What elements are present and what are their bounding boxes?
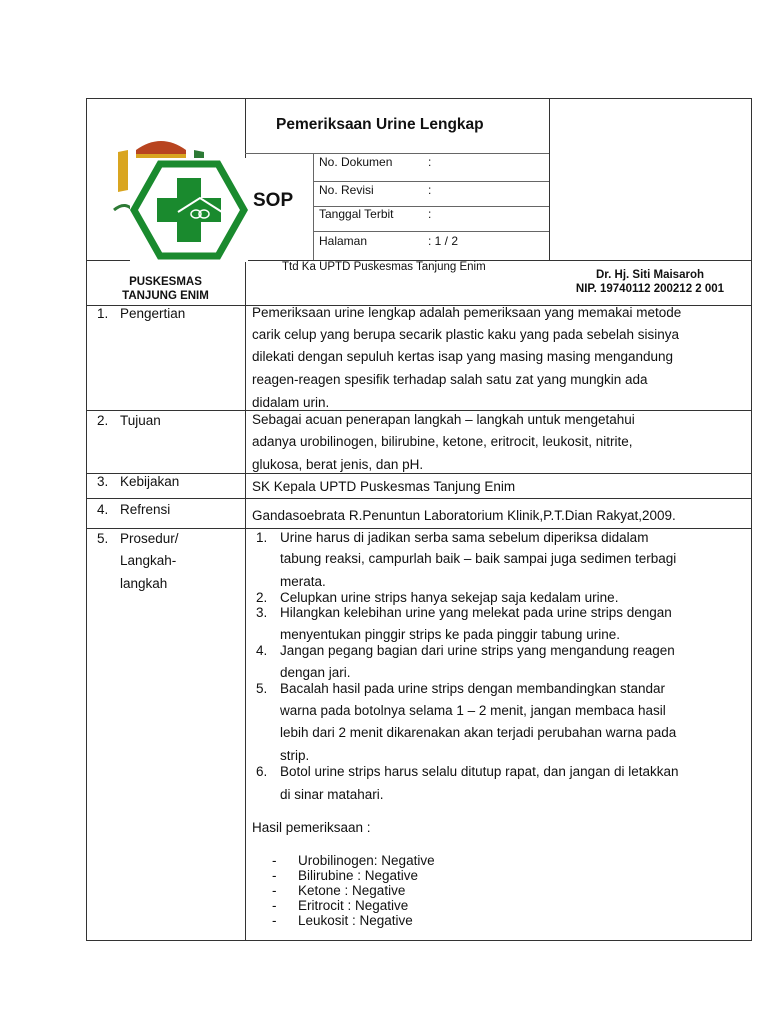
hasil-item-text: Eritrocit : Negative — [298, 898, 409, 913]
section-number-kebijakan: 3. — [97, 474, 109, 489]
sign-caption: Ttd Ka UPTD Puskesmas Tanjung Enim — [282, 261, 486, 273]
pengertian-line-5: didalam urin. — [252, 395, 330, 410]
refrensi-text: Gandasoebrata R.Penuntun Laboratorium Klinik,P.T.Dian Rakyat,2009. — [252, 508, 676, 523]
issue-date-value: : — [428, 207, 432, 221]
header-right-column-divider — [549, 98, 550, 260]
hasil-dash: - — [272, 883, 277, 898]
step-1-line-3: merata. — [280, 574, 326, 589]
section-label-prosedur-1: Prosedur/ — [120, 531, 179, 546]
tujuan-line-3: glukosa, berat jenis, dan pH. — [252, 457, 424, 472]
document-title: Pemeriksaan Urine Lengkap — [276, 116, 484, 133]
step-3-number: 3. — [256, 605, 268, 620]
issue-date-label: Tanggal Terbit — [319, 207, 394, 221]
step-6-number: 6. — [256, 764, 268, 779]
revision-value: : — [428, 183, 432, 197]
title-divider — [245, 153, 549, 154]
pengertian-line-1: Pemeriksaan urine lengkap adalah pemeriksaan yang memakai metode — [252, 305, 682, 320]
page-label: Halaman — [319, 234, 368, 248]
step-5-line-3: lebih dari 2 menit dikarenakan akan terjadi perubahan warna pada — [280, 725, 677, 740]
hasil-title: Hasil pemeriksaan : — [252, 820, 371, 835]
step-3-line-2: menyentukan pinggir strips ke pada pinggir tabung urine. — [280, 627, 620, 642]
section-number-tujuan: 2. — [97, 413, 109, 428]
pengertian-line-3: dilekati dengan sepuluh kertas isap yang masing masing mengandung — [252, 349, 674, 364]
step-4-line-1: Jangan pegang bagian dari urine strips yang mengandung reagen — [280, 643, 675, 658]
step-1-line-2: tabung reaksi, campurlah baik – baik sampai juga sedimen terbagi — [280, 551, 677, 566]
step-1-number: 1. — [256, 530, 268, 545]
step-6-line-2: di sinar matahari. — [280, 787, 384, 802]
section-label-kebijakan: Kebijakan — [120, 474, 180, 489]
hasil-dash: - — [272, 868, 277, 883]
tujuan-line-1: Sebagai acuan penerapan langkah – langkah untuk mengetahui — [252, 412, 635, 427]
pengertian-line-4: reagen-reagen spesifik terhadap salah satu zat yang mungkin ada — [252, 372, 648, 387]
hasil-dash: - — [272, 853, 277, 868]
org-name-line1: PUSKESMAS — [129, 276, 202, 288]
hasil-dash: - — [272, 898, 277, 913]
section-label-tujuan: Tujuan — [120, 413, 161, 428]
section-number-pengertian: 1. — [97, 306, 109, 321]
hasil-item — [272, 883, 572, 898]
step-4-number: 4. — [256, 643, 268, 658]
row-divider-4 — [86, 528, 752, 529]
hasil-item-text: Ketone : Negative — [298, 883, 406, 898]
org-name-line2: TANJUNG ENIM — [122, 290, 209, 302]
table-top-border — [86, 98, 752, 99]
step-2-line-1: Celupkan urine strips hanya sekejap saja kedalam urine. — [280, 590, 619, 605]
step-6-line-1: Botol urine strips harus selalu ditutup rapat, dan jangan di letakkan — [280, 764, 679, 779]
sop-label: SOP — [253, 190, 294, 211]
section-label-pengertian: Pengertian — [120, 306, 186, 321]
table-left-border — [86, 98, 87, 941]
step-5-line-4: strip. — [280, 748, 310, 763]
table-bottom-border — [86, 940, 752, 941]
section-label-prosedur-2: Langkah- — [120, 553, 177, 568]
step-1-line-1: Urine harus di jadikan serba sama sebelum diperiksa didalam — [280, 530, 649, 545]
step-3-line-1: Hilangkan kelebihan urine yang melekat pada urine strips dengan — [280, 605, 672, 620]
section-label-refrensi: Refrensi — [120, 502, 171, 517]
doc-field-divider-3 — [313, 231, 549, 232]
hasil-item-text: Bilirubine : Negative — [298, 868, 419, 883]
tujuan-line-2: adanya urobilinogen, bilirubine, ketone, eritrocit, leukosit, nitrite, — [252, 434, 633, 449]
hasil-dash: - — [272, 913, 277, 928]
doc-number-value: : — [428, 155, 432, 169]
page-value: : 1 / 2 — [428, 234, 459, 248]
section-label-prosedur-3: langkah — [120, 576, 168, 591]
signer-name: Dr. Hj. Siti Maisaroh — [596, 269, 704, 281]
pengertian-line-2: carik celup yang berupa secarik plastic kaku yang pada sebelah sisinya — [252, 327, 679, 342]
revision-label: No. Revisi — [319, 183, 374, 197]
step-5-line-2: warna pada botolnya selama 1 – 2 menit, jangan membaca hasil — [280, 703, 666, 718]
hasil-item-text: Leukosit : Negative — [298, 913, 413, 928]
section-number-refrensi: 4. — [97, 502, 109, 517]
kebijakan-text: SK Kepala UPTD Puskesmas Tanjung Enim — [252, 479, 516, 494]
step-5-number: 5. — [256, 681, 268, 696]
doc-field-divider-1 — [313, 181, 549, 182]
section-number-prosedur: 5. — [97, 531, 109, 546]
table-right-border — [751, 98, 752, 941]
puskesmas-logo — [130, 158, 248, 262]
doc-number-label: No. Dokumen — [319, 155, 393, 169]
step-2-number: 2. — [256, 590, 268, 605]
hasil-list — [272, 853, 572, 928]
step-4-line-2: dengan jari. — [280, 665, 351, 680]
hasil-item — [272, 913, 572, 928]
hasil-item — [272, 868, 572, 883]
hasil-item — [272, 853, 572, 868]
signer-nip: NIP. 19740112 200212 2 001 — [575, 283, 725, 295]
hasil-item — [272, 898, 572, 913]
step-5-line-1: Bacalah hasil pada urine strips dengan membandingkan standar — [280, 681, 666, 696]
hasil-item-text: Urobilinogen: Negative — [298, 853, 435, 868]
